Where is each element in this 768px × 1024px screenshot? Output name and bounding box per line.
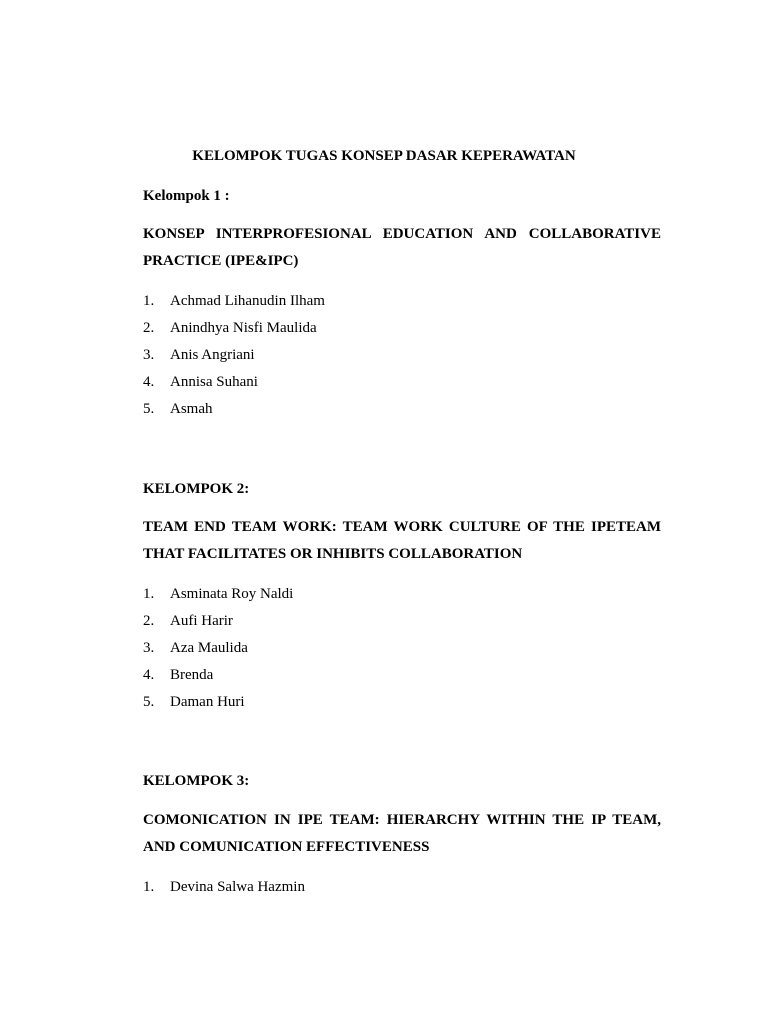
group-2-heading: KELOMPOK 2: <box>143 481 250 497</box>
member-name: Asmah <box>170 401 213 417</box>
member-name: Annisa Suhani <box>170 374 258 390</box>
list-number: 2. <box>143 613 155 629</box>
list-item <box>143 291 325 318</box>
group-2-member-list <box>143 584 293 719</box>
group-3-heading: KELOMPOK 3: <box>143 773 250 789</box>
list-number: 1. <box>143 293 155 309</box>
group-3-topic: COMONICATION IN IPE TEAM: HIERARCHY WITHIN THE IP TEAM, AND COMUNICATION EFFECTIVENESS <box>143 812 661 855</box>
member-name: Aza Maulida <box>170 640 248 656</box>
list-item <box>143 665 293 692</box>
member-name: Brenda <box>170 667 214 683</box>
list-number: 2. <box>143 320 155 336</box>
list-item <box>143 399 325 426</box>
list-item <box>143 345 325 372</box>
list-item <box>143 692 293 719</box>
list-item <box>143 638 293 665</box>
group-3-member-list <box>143 877 305 904</box>
list-item <box>143 584 293 611</box>
list-item <box>143 318 325 345</box>
member-name: Anindhya Nisfi Maulida <box>170 320 317 336</box>
member-name: Asminata Roy Naldi <box>170 586 294 602</box>
list-item <box>143 372 325 399</box>
list-number: 5. <box>143 694 155 710</box>
list-number: 1. <box>143 879 155 895</box>
list-number: 4. <box>143 667 155 683</box>
member-name: Devina Salwa Hazmin <box>170 879 305 895</box>
member-name: Aufi Harir <box>170 613 233 629</box>
list-number: 3. <box>143 640 155 656</box>
group-2-topic: TEAM END TEAM WORK: TEAM WORK CULTURE OF THE IPETEAM THAT FACILITATES OR INHIBITS COLLABORATION <box>143 519 661 562</box>
group-1-member-list <box>143 291 325 426</box>
group-1-topic: KONSEP INTERPROFESIONAL EDUCATION AND COLLABORATIVE PRACTICE (IPE&IPC) <box>143 226 661 269</box>
member-name: Daman Huri <box>170 694 245 710</box>
member-name: Achmad Lihanudin Ilham <box>170 293 325 309</box>
list-number: 5. <box>143 401 155 417</box>
list-item <box>143 611 293 638</box>
list-number: 1. <box>143 586 155 602</box>
list-item <box>143 877 305 904</box>
document-title: KELOMPOK TUGAS KONSEP DASAR KEPERAWATAN <box>192 148 576 164</box>
list-number: 3. <box>143 347 155 363</box>
list-number: 4. <box>143 374 155 390</box>
group-1-heading: Kelompok 1 : <box>143 188 230 204</box>
member-name: Anis Angriani <box>170 347 255 363</box>
